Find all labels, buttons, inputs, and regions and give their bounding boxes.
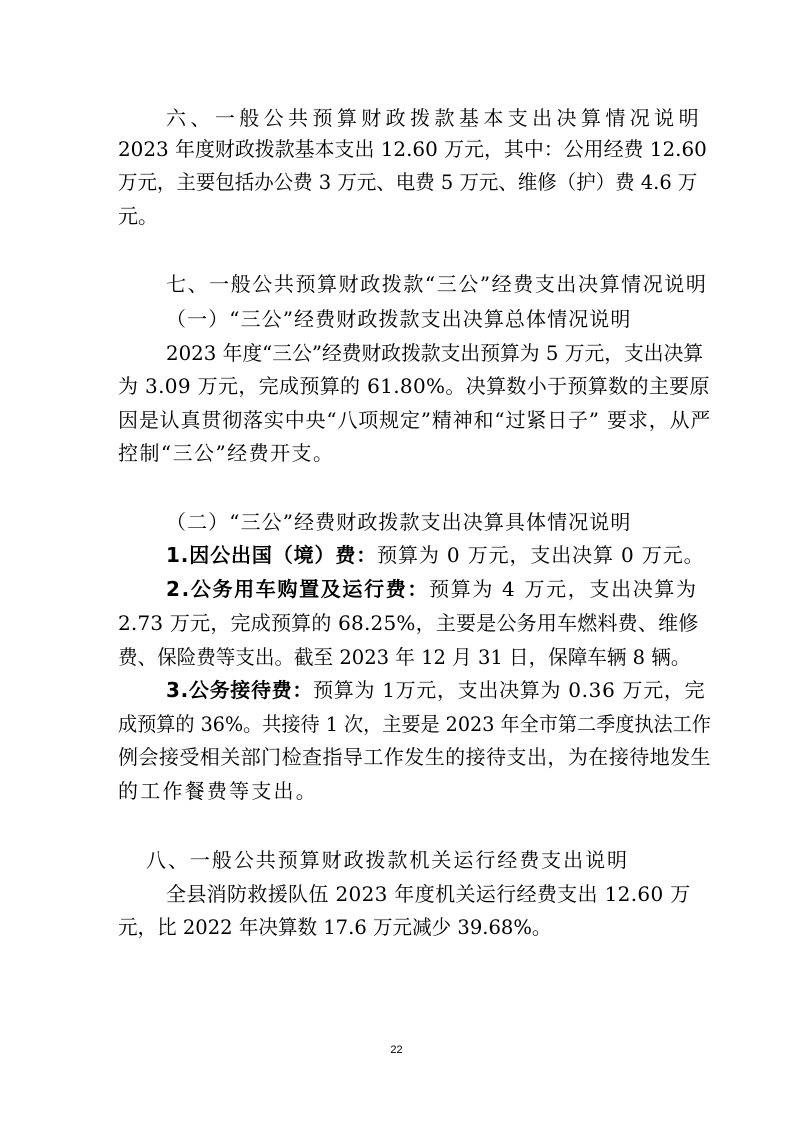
section-7-sub1-line-1: 2023 年度“三公”经费财政拨款支出预算为 5 万元，支出决算 bbox=[166, 341, 704, 365]
item-2-line bbox=[166, 577, 698, 601]
section-8-line-2: 元，比 2022 年决算数 17.6 万元减少 39.68%。 bbox=[118, 915, 552, 939]
section-6-line-3: 元。 bbox=[118, 204, 158, 228]
item-3-line bbox=[166, 678, 705, 702]
item-3-label: 3.公务接待费： bbox=[166, 678, 314, 702]
item-2-line-2: 2.73 万元，完成预算的 68.25%，主要是公务用车燃料费、维修 bbox=[118, 611, 699, 635]
section-8-line-1: 全县消防救援队伍 2023 年度机关运行经费支出 12.60 万 bbox=[166, 882, 691, 906]
section-6-line-2: 万元，主要包括办公费 3 万元、电费 5 万元、维修（护）费 4.6 万 bbox=[118, 170, 698, 194]
section-7-sub1-heading: （一）“三公”经费财政拨款支出决算总体情况说明 bbox=[166, 307, 632, 331]
item-2-label: 2.公务用车购置及运行费： bbox=[166, 577, 430, 601]
item-2-line-3: 费、保险费等支出。截至 2023 年 12 月 31 日，保障车辆 8 辆。 bbox=[118, 645, 691, 669]
item-1-text: 预算为 0 万元，支出决算 0 万元。 bbox=[377, 543, 705, 567]
item-3-line-2: 成预算的 36%。共接待 1 次，主要是 2023 年全市第二季度执法工作 bbox=[118, 712, 711, 736]
section-7-sub1-line-2: 为 3.09 万元，完成预算的 61.80%。决算数小于预算数的主要原 bbox=[118, 374, 710, 398]
section-7-sub2-heading: （二）“三公”经费财政拨款支出决算具体情况说明 bbox=[166, 510, 632, 534]
section-7-sub1-line-3: 因是认真贯彻落实中央“八项规定”精神和“过紧日子” 要求，从严 bbox=[118, 408, 712, 432]
item-3-text: 预算为 1万元，支出决算为 0.36 万元，完 bbox=[313, 678, 706, 702]
page-number: 22 bbox=[390, 1044, 403, 1056]
section-8-heading: 八、一般公共预算财政拨款机关运行经费支出说明 bbox=[146, 848, 629, 872]
section-7-sub1-line-4: 控制“三公”经费开支。 bbox=[118, 441, 335, 465]
section-6-line-1: 2023 年度财政拨款基本支出 12.60 万元，其中：公用经费 12.60 bbox=[118, 137, 707, 161]
item-3-line-3: 例会接受相关部门检查指导工作发生的接待支出，为在接待地发生 bbox=[118, 745, 711, 769]
item-3-line-4: 的工作餐费等支出。 bbox=[118, 779, 318, 803]
item-1-line bbox=[166, 543, 704, 567]
item-2-text: 预算为 4 万元，支出决算为 bbox=[429, 577, 698, 601]
section-6-heading: 六、一般公共预算财政拨款基本支出决算情况说明 bbox=[166, 106, 703, 130]
item-1-label: 1.因公出国（境）费： bbox=[166, 543, 378, 567]
section-7-heading: 七、一般公共预算财政拨款“三公”经费支出决算情况说明 bbox=[166, 272, 708, 296]
